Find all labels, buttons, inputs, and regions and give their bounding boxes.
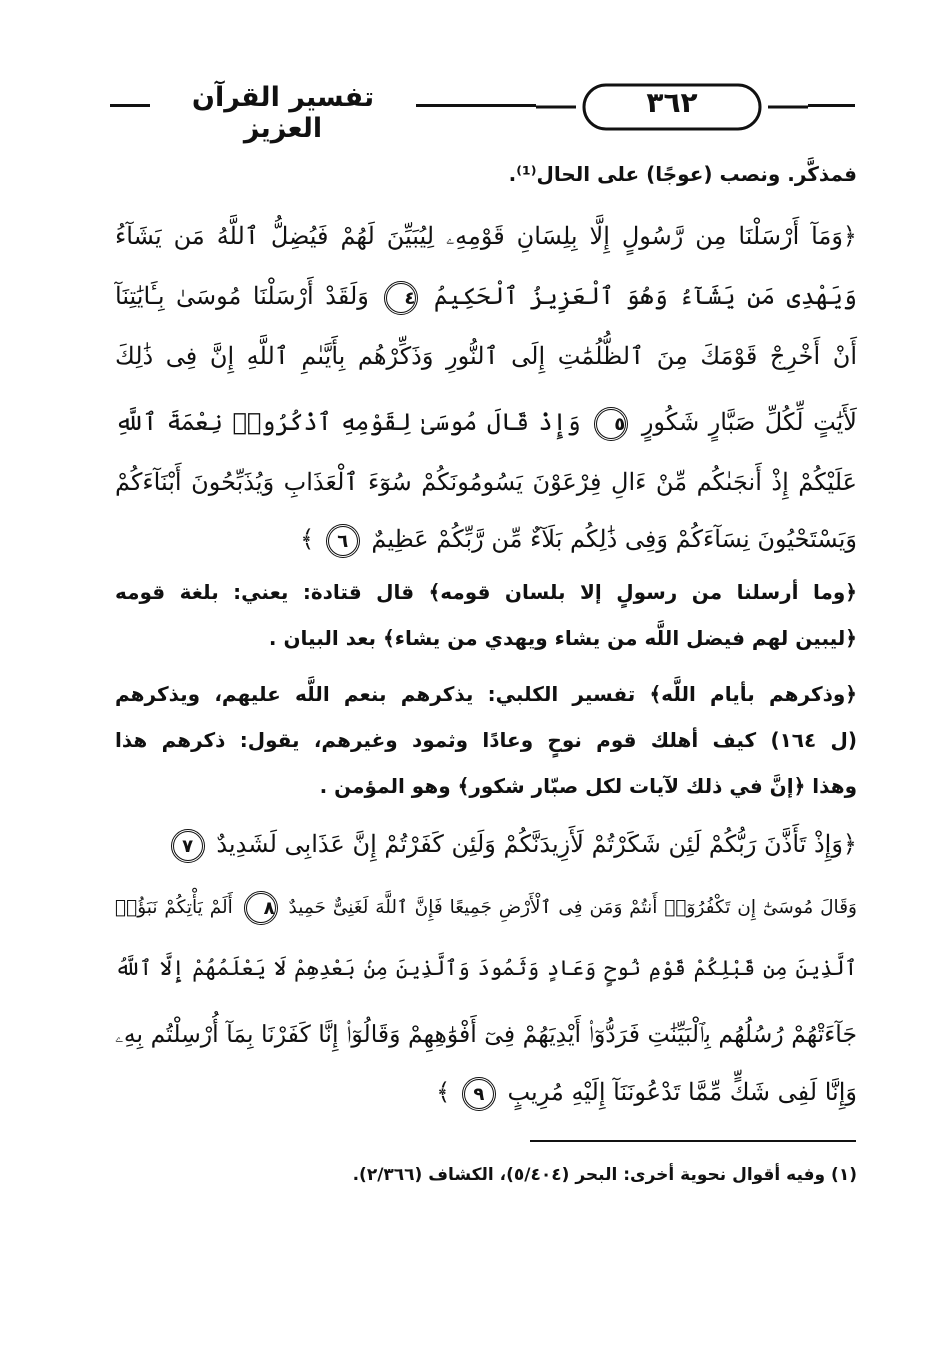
- verse-segment: أَلَمْ يَأْتِكُمْ نَبَؤُا۟: [115, 897, 233, 918]
- verse-segment: وَيَهْدِى مَن يَشَآءُ وَهُوَ ٱلْعَزِيزُ ٱلْحَكِيمُ: [433, 282, 857, 310]
- text-line-1: فمذكَّر. ونصب (عوجًا) على الحال⁽¹⁾.: [508, 162, 857, 186]
- verse-segment: وَلَقَدْ أَرْسَلْنَا مُوسَىٰ بِـَٔايَٰتِنَآ: [115, 282, 369, 310]
- text-line-2: ﴿وما أرسلنا من رسولٍ إلا بلسان قومه﴾ قال قتادة: يعني: بلغة قومه: [115, 580, 857, 604]
- verse-line-6: [115, 515, 857, 563]
- footnote: (١) وفيه أقوال نحوية أخرى: البحر (٥/٤٠٤)، الكشاف (٢/٣٦٦).: [352, 1165, 857, 1185]
- closing-bracket: ﴾: [300, 525, 315, 553]
- verse-line-8: [115, 884, 857, 932]
- footnote-separator: [530, 1140, 856, 1142]
- ayah-number-marker: ٦: [326, 524, 360, 558]
- text-line-4: ﴿وذكرهم بأيام اللَّه﴾ تفسير الكلبي: يذكرهم بنعم اللَّه عليهم، ويذكرهم: [115, 682, 857, 706]
- page-number: ٣٦٢: [646, 86, 698, 119]
- verse-segment: وَإِنَّا لَفِى شَكٍّ مِّمَّا تَدْعُونَنَآ إِلَيْهِ مُرِيبٍ: [507, 1078, 857, 1106]
- ayah-number-marker: ٧: [171, 829, 205, 863]
- verse-line-3: أَنْ أَخْرِجْ قَوْمَكَ مِنَ ٱلظُّلُمَٰتِ إِلَى ٱلنُّورِ وَذَكِّرْهُم بِأَيَّىٰمِ ٱللَّهِ إِنَّ فِى ذَٰلِكَ: [115, 342, 857, 370]
- verse-segment: وَيَسْتَحْيُونَ نِسَآءَكُمْ وَفِى ذَٰلِكُم بَلَآءٌ مِّن رَّبِّكُمْ عَظِيمٌ: [371, 525, 857, 553]
- text-line-6: وهذا ﴿إنَّ في ذلك لآيات لكل صبّار شكور﴾ وهو المؤمن .: [319, 774, 857, 798]
- text-line-3: ﴿ليبين لهم فيضل اللَّه من يشاء ويهدي من يشاء﴾ بعد البيان .: [268, 626, 857, 650]
- page-number-frame: [536, 82, 808, 132]
- verse-line-1: ﴿وَمَآ أَرْسَلْنَا مِن رَّسُولٍ إِلَّا بِلِسَانِ قَوْمِهِۦ لِيُبَيِّنَ لَهُمْ فَيُضِلُّ ٱللَّهُ مَن يَشَآءُ: [115, 222, 857, 250]
- ayah-number-marker: ٥: [594, 407, 628, 441]
- page-header: [110, 76, 855, 144]
- text-line-5: (ل ١٦٤) كيف أهلك قوم نوحٍ وعادًا وثمود وغيرهم، يقول: ذكرهم هذا: [115, 728, 858, 752]
- header-rule-right: [808, 104, 855, 107]
- header-rule-left: [110, 104, 150, 107]
- verse-line-7: [115, 820, 857, 868]
- verse-line-4: [115, 398, 857, 446]
- verse-segment: لَأَيَٰتٍ لِّكُلِّ صَبَّارٍ شَكُورٍ: [641, 408, 857, 436]
- header-rule-middle: [416, 104, 536, 107]
- verse-line-5: عَلَيْكُمْ إِذْ أَنجَىٰكُم مِّنْ ءَالِ فِرْعَوْنَ يَسُومُونَكُمْ سُوٓءَ ٱلْعَذَابِ وَيُذَبِّحُونَ أَبْنَآءَكُمْ: [115, 468, 857, 496]
- verse-segment: ﴿وَإِذْ تَأَذَّنَ رَبُّكُمْ لَئِن شَكَرْتُمْ لَأَزِيدَنَّكُمْ وَلَئِن كَفَرْتُمْ إِنَّ عَذَابِى لَشَدِيدٌ: [216, 830, 857, 858]
- ayah-number-marker: ٨: [244, 891, 278, 925]
- verse-line-2: [115, 272, 857, 320]
- running-title: تفسير القرآن العزيز: [191, 82, 375, 144]
- verse-line-9: ٱلَّذِينَ مِن قَبْلِكُمْ قَوْمِ نُوحٍ وَعَادٍ وَثَمُودَ وَٱلَّذِينَ مِنۢ بَعْدِهِمْ لَا يَعْلَمُهُمْ إِلَّا ٱللَّهُ: [115, 956, 857, 980]
- verse-segment: وَقَالَ مُوسَىٰٓ إِن تَكْفُرُوٓا۟ أَنتُمْ وَمَن فِى ٱلْأَرْضِ جَمِيعًا فَإِنَّ ٱللَّهَ لَغَنِىٌّ حَمِيدٌ: [288, 897, 857, 918]
- closing-bracket: ﴾: [436, 1078, 451, 1106]
- verse-line-11: [115, 1068, 857, 1116]
- verse-line-10: جَآءَتْهُمْ رُسُلُهُم بِٱلْبَيِّنَٰتِ فَرَدُّوٓا۟ أَيْدِيَهُمْ فِىٓ أَفْوَٰهِهِمْ وَقَالُوٓا۟ إِنَّا كَفَرْنَا بِمَآ أُرْسِلْتُم بِهِۦ: [115, 1020, 857, 1048]
- verse-segment: وَإِذْ قَالَ مُوسَىٰ لِقَوْمِهِ ٱذْكُرُوا۟ نِعْمَةَ ٱللَّهِ: [115, 408, 581, 436]
- ayah-number-marker: ٤: [384, 281, 418, 315]
- ayah-number-marker: ٩: [462, 1077, 496, 1111]
